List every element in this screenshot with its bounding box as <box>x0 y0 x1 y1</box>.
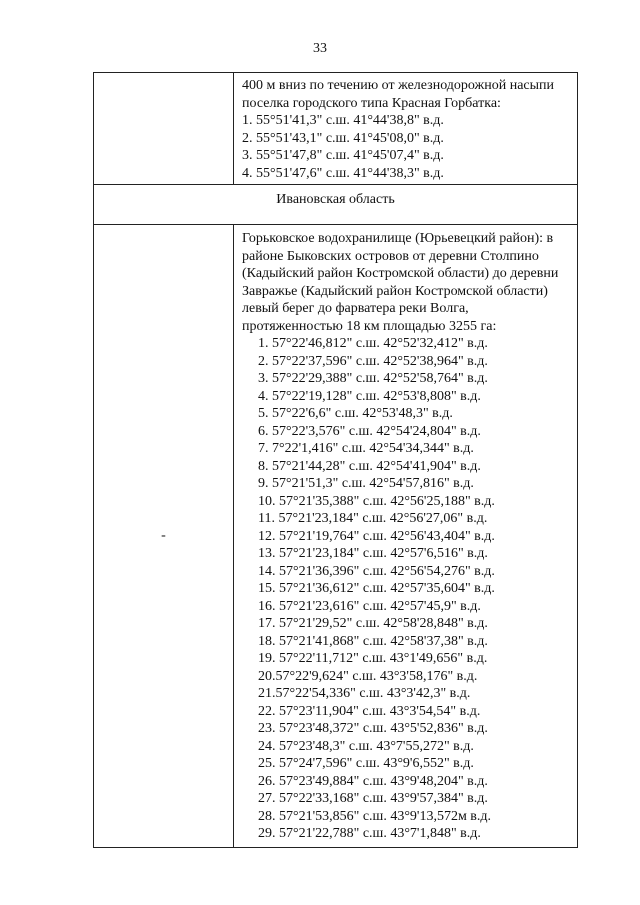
list-item: 2. 57°22'37,596" с.ш. 42°52'38,964" в.д. <box>258 353 488 369</box>
table-row-region <box>94 185 578 225</box>
coordinate-list <box>242 112 573 182</box>
list-item: 4. 55°51'47,6" с.ш. 41°44'38,3" в.д. <box>242 165 444 181</box>
list-item: 7. 7°22'1,416" с.ш. 42°54'34,344" в.д. <box>258 441 474 456</box>
table-cell-description <box>234 225 578 848</box>
list-item: 5. 57°22'6,6" с.ш. 42°53'48,3" в.д. <box>258 406 453 421</box>
list-item: 27. 57°22'33,168" с.ш. 43°9'57,384" в.д. <box>258 791 488 806</box>
list-item: 19. 57°22'11,712" с.ш. 43°1'49,656" в.д. <box>258 651 488 666</box>
table-row <box>94 73 578 185</box>
list-item: 13. 57°21'23,184" с.ш. 42°57'6,516" в.д. <box>258 546 488 561</box>
list-item: 20.57°22'9,624" с.ш. 43°3'58,176" в.д. <box>258 668 478 684</box>
list-item: 4. 57°22'19,128" с.ш. 42°53'8,808" в.д. <box>258 388 481 404</box>
area-description: Горьковское водохранилище (Юрьевецкий район): в районе Быковских островов от деревни Столпино (Кадыйский район Костромской области) до деревни Завражье (Кадыйский район Костромской области) левый берег до фарватера реки Волга, протяженностью 18 км площадью 3255 га: <box>242 231 559 334</box>
list-item: 29. 57°21'22,788" с.ш. 43°7'1,848" в.д. <box>258 826 481 841</box>
dash-marker: - <box>161 528 166 543</box>
list-item: 12. 57°21'19,764" с.ш. 42°56'43,404" в.д. <box>258 528 495 544</box>
list-item: 1. 57°22'46,812" с.ш. 42°52'32,412" в.д. <box>258 336 488 351</box>
list-item: 26. 57°23'49,884" с.ш. 43°9'48,204" в.д. <box>258 773 488 789</box>
list-item: 14. 57°21'36,396" с.ш. 42°56'54,276" в.д. <box>258 563 495 579</box>
table-cell-description <box>234 73 578 185</box>
list-item: 23. 57°23'48,372" с.ш. 43°5'52,836" в.д. <box>258 721 488 736</box>
list-item: 6. 57°22'3,576" с.ш. 42°54'24,804" в.д. <box>258 423 481 439</box>
list-item: 18. 57°21'41,868" с.ш. 42°58'37,38" в.д. <box>258 633 488 649</box>
list-item: 2. 55°51'43,1" с.ш. 41°45'08,0" в.д. <box>242 130 444 146</box>
area-description: 400 м вниз по течению от железнодорожной насыпи поселка городского типа Красная Горбатка: <box>242 78 555 111</box>
list-item: 3. 57°22'29,388" с.ш. 42°52'58,764" в.д. <box>258 371 488 386</box>
region-heading: Ивановская область <box>94 185 578 225</box>
list-item: 8. 57°21'44,28" с.ш. 42°54'41,904" в.д. <box>258 458 481 474</box>
list-item: 22. 57°23'11,904" с.ш. 43°3'54,54" в.д. <box>258 703 481 719</box>
coordinate-list <box>242 335 573 843</box>
list-item: 24. 57°23'48,3" с.ш. 43°7'55,272" в.д. <box>258 738 474 754</box>
table-cell-left <box>94 225 234 848</box>
list-item: 9. 57°21'51,3" с.ш. 42°54'57,816" в.д. <box>258 476 474 491</box>
list-item: 11. 57°21'23,184" с.ш. 42°56'27,06" в.д. <box>258 511 488 526</box>
list-item: 3. 55°51'47,8" с.ш. 41°45'07,4" в.д. <box>242 148 444 163</box>
list-item: 28. 57°21'53,856" с.ш. 43°9'13,572м в.д. <box>258 808 492 824</box>
table-cell-empty <box>94 73 234 185</box>
list-item: 25. 57°24'7,596" с.ш. 43°9'6,552" в.д. <box>258 756 474 771</box>
list-item: 16. 57°21'23,616" с.ш. 42°57'45,9" в.д. <box>258 598 481 614</box>
list-item: 10. 57°21'35,388" с.ш. 42°56'25,188" в.д. <box>258 493 495 509</box>
list-item: 17. 57°21'29,52" с.ш. 42°58'28,848" в.д. <box>258 616 488 631</box>
table-row <box>94 225 578 848</box>
list-item: 21.57°22'54,336" с.ш. 43°3'42,3" в.д. <box>258 686 471 701</box>
list-item: 1. 55°51'41,3" с.ш. 41°44'38,8" в.д. <box>242 113 444 128</box>
list-item: 15. 57°21'36,612" с.ш. 42°57'35,604" в.д. <box>258 581 495 596</box>
coordinates-table <box>93 72 578 848</box>
page-number: 33 <box>313 41 327 56</box>
